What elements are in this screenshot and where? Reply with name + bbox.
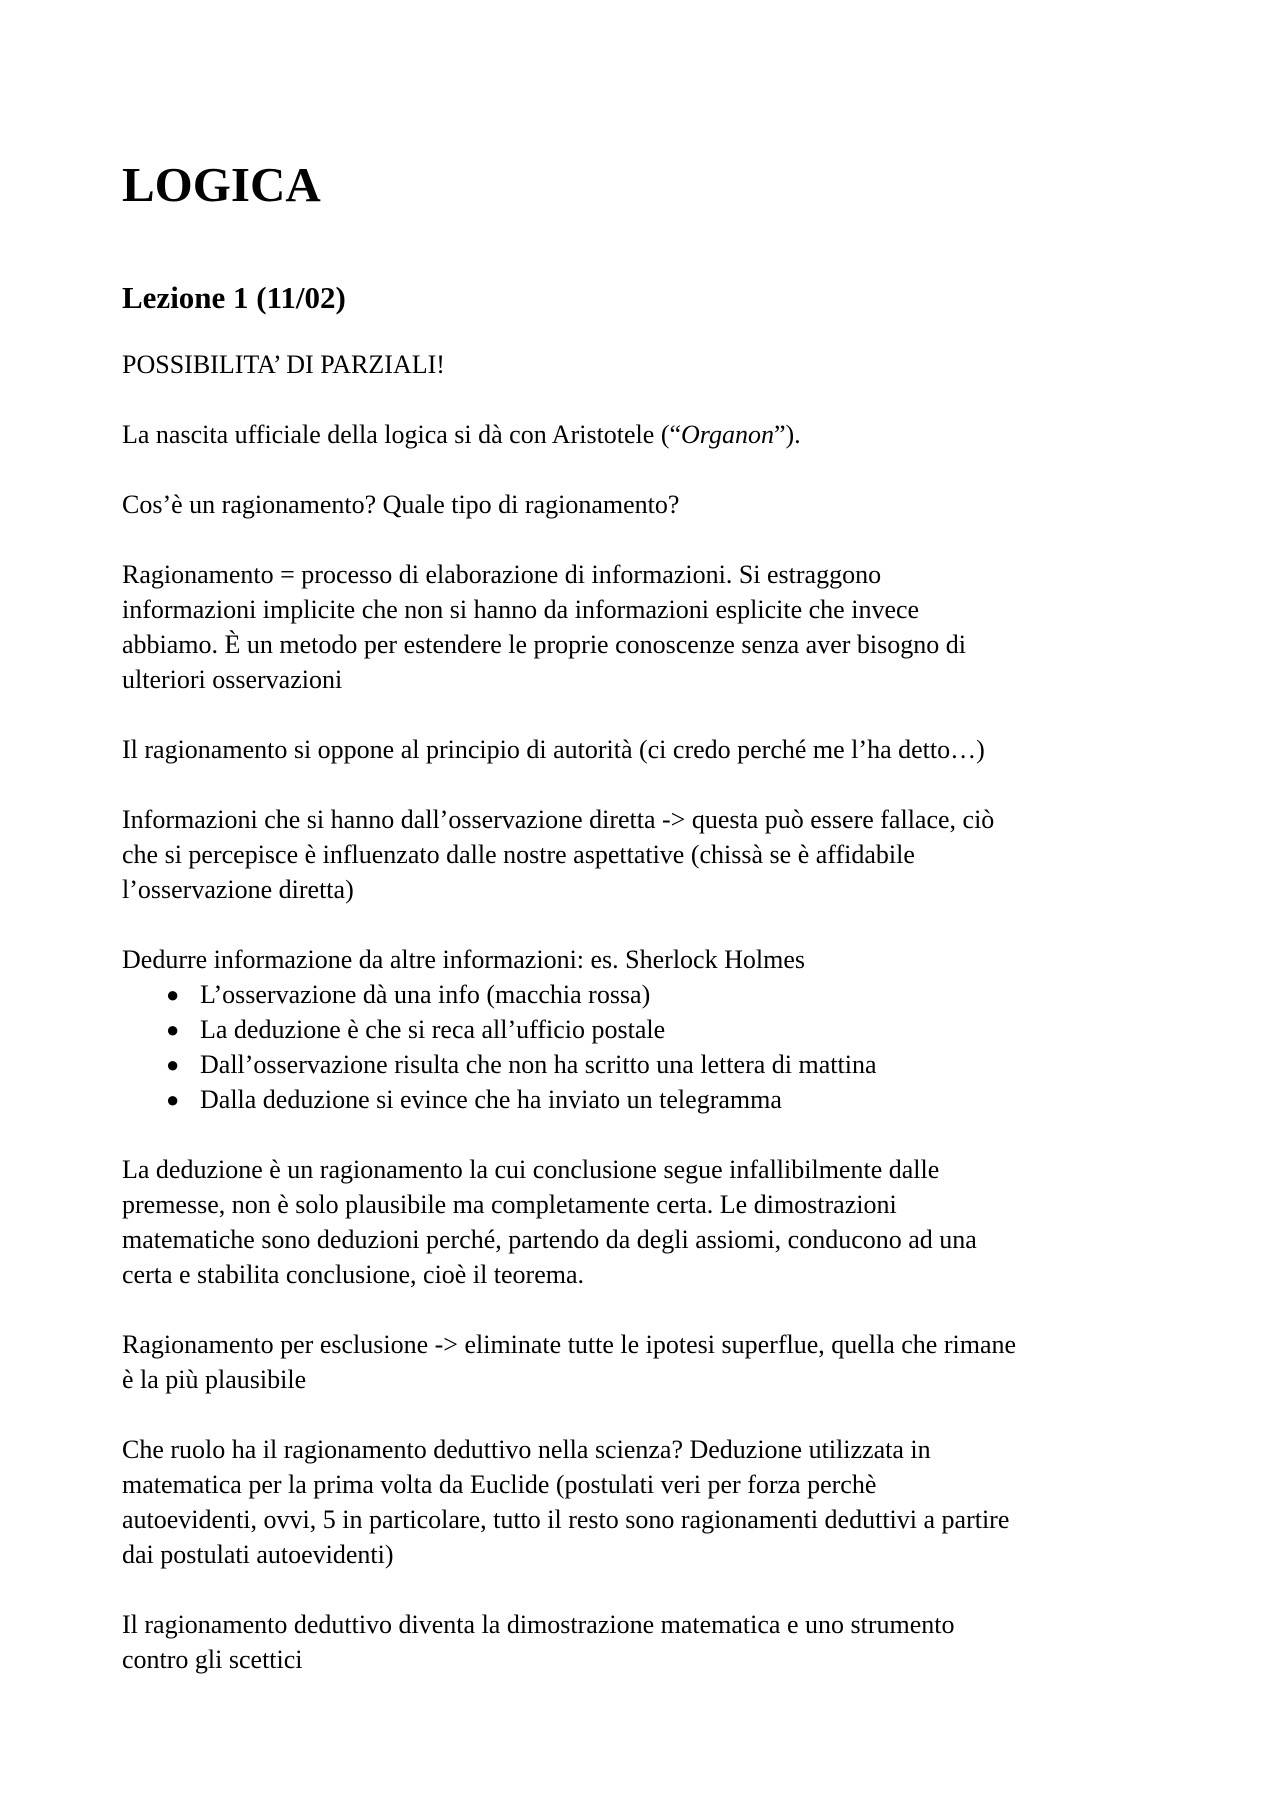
document-page bbox=[122, 150, 1172, 1677]
text-line: è la più plausibile bbox=[122, 1365, 307, 1394]
text-line: Ragionamento = processo di elaborazione di informazioni. Si estraggono bbox=[122, 560, 882, 589]
text-line: Informazioni che si hanno dall’osservazione diretta -> questa può essere fallace, ciò bbox=[122, 805, 995, 834]
text-line: La deduzione è un ragionamento la cui conclusione segue infallibilmente dalle bbox=[122, 1155, 940, 1184]
paragraph-sherlock: Dedurre informazione da altre informazioni: es. Sherlock Holmes bbox=[122, 945, 805, 974]
list-item bbox=[122, 1082, 1172, 1117]
paragraph-deduction bbox=[122, 1152, 1172, 1292]
text-line: l’osservazione diretta) bbox=[122, 875, 354, 904]
list-item-text: L’osservazione dà una info (macchia rossa) bbox=[200, 980, 651, 1009]
paragraph-aristotle bbox=[122, 417, 1172, 452]
text-line: dai postulati autoevidenti) bbox=[122, 1540, 394, 1569]
list-item-text: Dall’osservazione risulta che non ha scritto una lettera di mattina bbox=[200, 1050, 877, 1079]
list-item-text: Dalla deduzione si evince che ha inviato un telegramma bbox=[200, 1085, 782, 1114]
text-line: contro gli scettici bbox=[122, 1645, 303, 1674]
bullet-list bbox=[122, 977, 1172, 1117]
text-line: Ragionamento per esclusione -> eliminate tutte le ipotesi superflue, quella che rimane bbox=[122, 1330, 1017, 1359]
paragraph-partials: POSSIBILITA’ DI PARZIALI! bbox=[122, 350, 445, 379]
list-item-text: La deduzione è che si reca all’ufficio postale bbox=[200, 1015, 666, 1044]
paragraph-observation bbox=[122, 802, 1172, 907]
text-line: premesse, non è solo plausibile ma completamente certa. Le dimostrazioni bbox=[122, 1190, 897, 1219]
text-line: che si percepisce è influenzato dalle nostre aspettative (chissà se è affidabile bbox=[122, 840, 915, 869]
paragraph-aristotle-end: ”). bbox=[773, 420, 801, 449]
text-line: informazioni implicite che non si hanno da informazioni esplicite che invece bbox=[122, 595, 920, 624]
bullet-icon: ● bbox=[166, 1017, 180, 1042]
paragraph-reasoning-definition bbox=[122, 557, 1172, 697]
paragraph-euclid bbox=[122, 1432, 1172, 1572]
bullet-icon: ● bbox=[166, 982, 180, 1007]
text-line: Che ruolo ha il ragionamento deduttivo nella scienza? Deduzione utilizzata in bbox=[122, 1435, 931, 1464]
organon-italic: Organon bbox=[681, 420, 774, 449]
paragraph-exclusion bbox=[122, 1327, 1172, 1397]
document-title: LOGICA bbox=[122, 157, 321, 212]
text-line: Il ragionamento deduttivo diventa la dimostrazione matematica e uno strumento bbox=[122, 1610, 955, 1639]
text-line: matematica per la prima volta da Euclide (postulati veri per forza perchè bbox=[122, 1470, 877, 1499]
text-line: autoevidenti, ovvi, 5 in particolare, tutto il resto sono ragionamenti deduttivi a partire bbox=[122, 1505, 1010, 1534]
text-line: ulteriori osservazioni bbox=[122, 665, 343, 694]
text-line: certa e stabilita conclusione, cioè il teorema. bbox=[122, 1260, 585, 1289]
paragraph-aristotle-text: La nascita ufficiale della logica si dà con Aristotele (“ bbox=[122, 420, 682, 449]
lesson-heading: Lezione 1 (11/02) bbox=[122, 280, 346, 315]
bullet-icon: ● bbox=[166, 1052, 180, 1077]
paragraph-skeptics bbox=[122, 1607, 1172, 1677]
list-item bbox=[122, 1012, 1172, 1047]
list-item bbox=[122, 1047, 1172, 1082]
paragraph-question: Cos’è un ragionamento? Quale tipo di ragionamento? bbox=[122, 490, 680, 519]
text-line: abbiamo. È un metodo per estendere le proprie conoscenze senza aver bisogno di bbox=[122, 630, 966, 659]
paragraph-authority: Il ragionamento si oppone al principio di autorità (ci credo perché me l’ha detto…) bbox=[122, 735, 985, 764]
text-line: matematiche sono deduzioni perché, partendo da degli assiomi, conducono ad una bbox=[122, 1225, 977, 1254]
list-item bbox=[122, 977, 1172, 1012]
bullet-icon: ● bbox=[166, 1087, 180, 1112]
